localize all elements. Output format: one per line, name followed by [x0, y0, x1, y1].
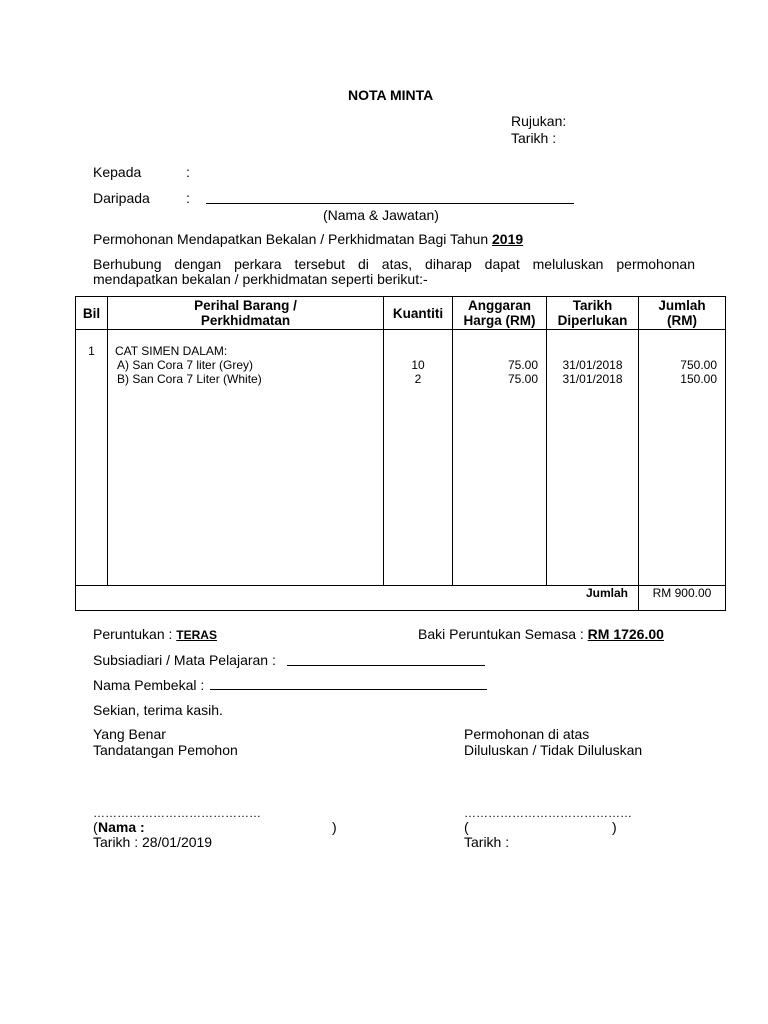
item-description-b: B) San Cora 7 Liter (White) [117, 372, 262, 386]
allocation-value: TERAS [176, 628, 217, 642]
reference-date-label: Tarikh : [511, 130, 557, 146]
table-header-row [76, 297, 726, 330]
allocation-balance [418, 626, 664, 642]
left-name-label: Nama : [98, 819, 145, 835]
left-sign-date: Tarikh : 28/01/2019 [93, 834, 213, 850]
request-line [93, 231, 523, 247]
left-name-open: ( [93, 819, 98, 835]
request-year: 2019 [492, 231, 524, 247]
allocation [93, 626, 217, 643]
right-name-open: ( [464, 819, 469, 835]
right-signature-dots: …………………………………… [464, 806, 632, 820]
item-description-a: A) San Cora 7 liter (Grey) [117, 358, 254, 372]
item-group-title: CAT SIMEN DALAM: [115, 344, 228, 358]
supplier-label: Nama Pembekal : [93, 677, 205, 693]
item-date-a: 31/01/2018 [562, 358, 623, 372]
table-total-row [76, 586, 726, 611]
header-amount: Jumlah (RM) [639, 297, 726, 330]
to-colon: : [186, 164, 190, 180]
table-row [76, 330, 726, 586]
item-quantity-a: 10 [411, 358, 425, 372]
header-bil: Bil [76, 297, 108, 330]
supplier-line [210, 689, 487, 690]
total-value: RM 900.00 [639, 586, 726, 611]
right-sign-line-2: Diluluskan / Tidak Diluluskan [464, 742, 643, 758]
item-number: 1 [88, 344, 95, 358]
from-signature-line [206, 203, 574, 204]
header-description: Perihal Barang / Perkhidmatan [108, 297, 384, 330]
right-sign-line-1: Permohonan di atas [464, 726, 590, 742]
item-quantity-b: 2 [414, 372, 422, 386]
subsidiary-line [287, 665, 485, 666]
header-estimated-price: Anggaran Harga (RM) [453, 297, 547, 330]
allocation-balance-value: RM 1726.00 [587, 626, 664, 642]
total-label: Jumlah [76, 586, 639, 611]
left-name-close: ) [332, 819, 337, 835]
paragraph-line-2: mendapatkan bekalan / perkhidmatan seperti berikut:- [93, 271, 428, 287]
from-colon: : [186, 190, 190, 206]
allocation-label: Peruntukan : [93, 626, 177, 642]
document-title: NOTA MINTA [348, 87, 434, 103]
item-total-a: 750.00 [680, 358, 717, 372]
paragraph-line-1: Berhubung dengan perkara tersebut di atas, diharap dapat meluluskan permohonan [93, 256, 695, 272]
item-date-b: 31/01/2018 [562, 372, 623, 386]
item-total-b: 150.00 [680, 372, 717, 386]
left-sign-line-1: Yang Benar [93, 726, 166, 742]
header-date-required: Tarikh Diperlukan [547, 297, 639, 330]
name-position-caption: (Nama & Jawatan) [323, 207, 439, 223]
subsidiary-label: Subsiadiari / Mata Pelajaran : [93, 652, 276, 668]
item-price-a: 75.00 [507, 358, 538, 372]
left-sign-line-2: Tandatangan Pemohon [93, 742, 238, 758]
allocation-balance-label: Baki Peruntukan Semasa : [418, 626, 588, 642]
request-text: Permohonan Mendapatkan Bekalan / Perkhidmatan Bagi Tahun [93, 231, 493, 247]
right-name-close: ) [612, 819, 617, 835]
left-signature-dots: …………………………………… [93, 806, 261, 820]
to-label: Kepada [93, 164, 142, 180]
item-price-b: 75.00 [507, 372, 538, 386]
right-sign-date: Tarikh : [464, 834, 510, 850]
from-label: Daripada [93, 190, 150, 206]
closing-text: Sekian, terima kasih. [93, 702, 223, 718]
reference-label: Rujukan: [511, 113, 567, 129]
header-quantity: Kuantiti [384, 297, 453, 330]
request-table [75, 296, 726, 611]
